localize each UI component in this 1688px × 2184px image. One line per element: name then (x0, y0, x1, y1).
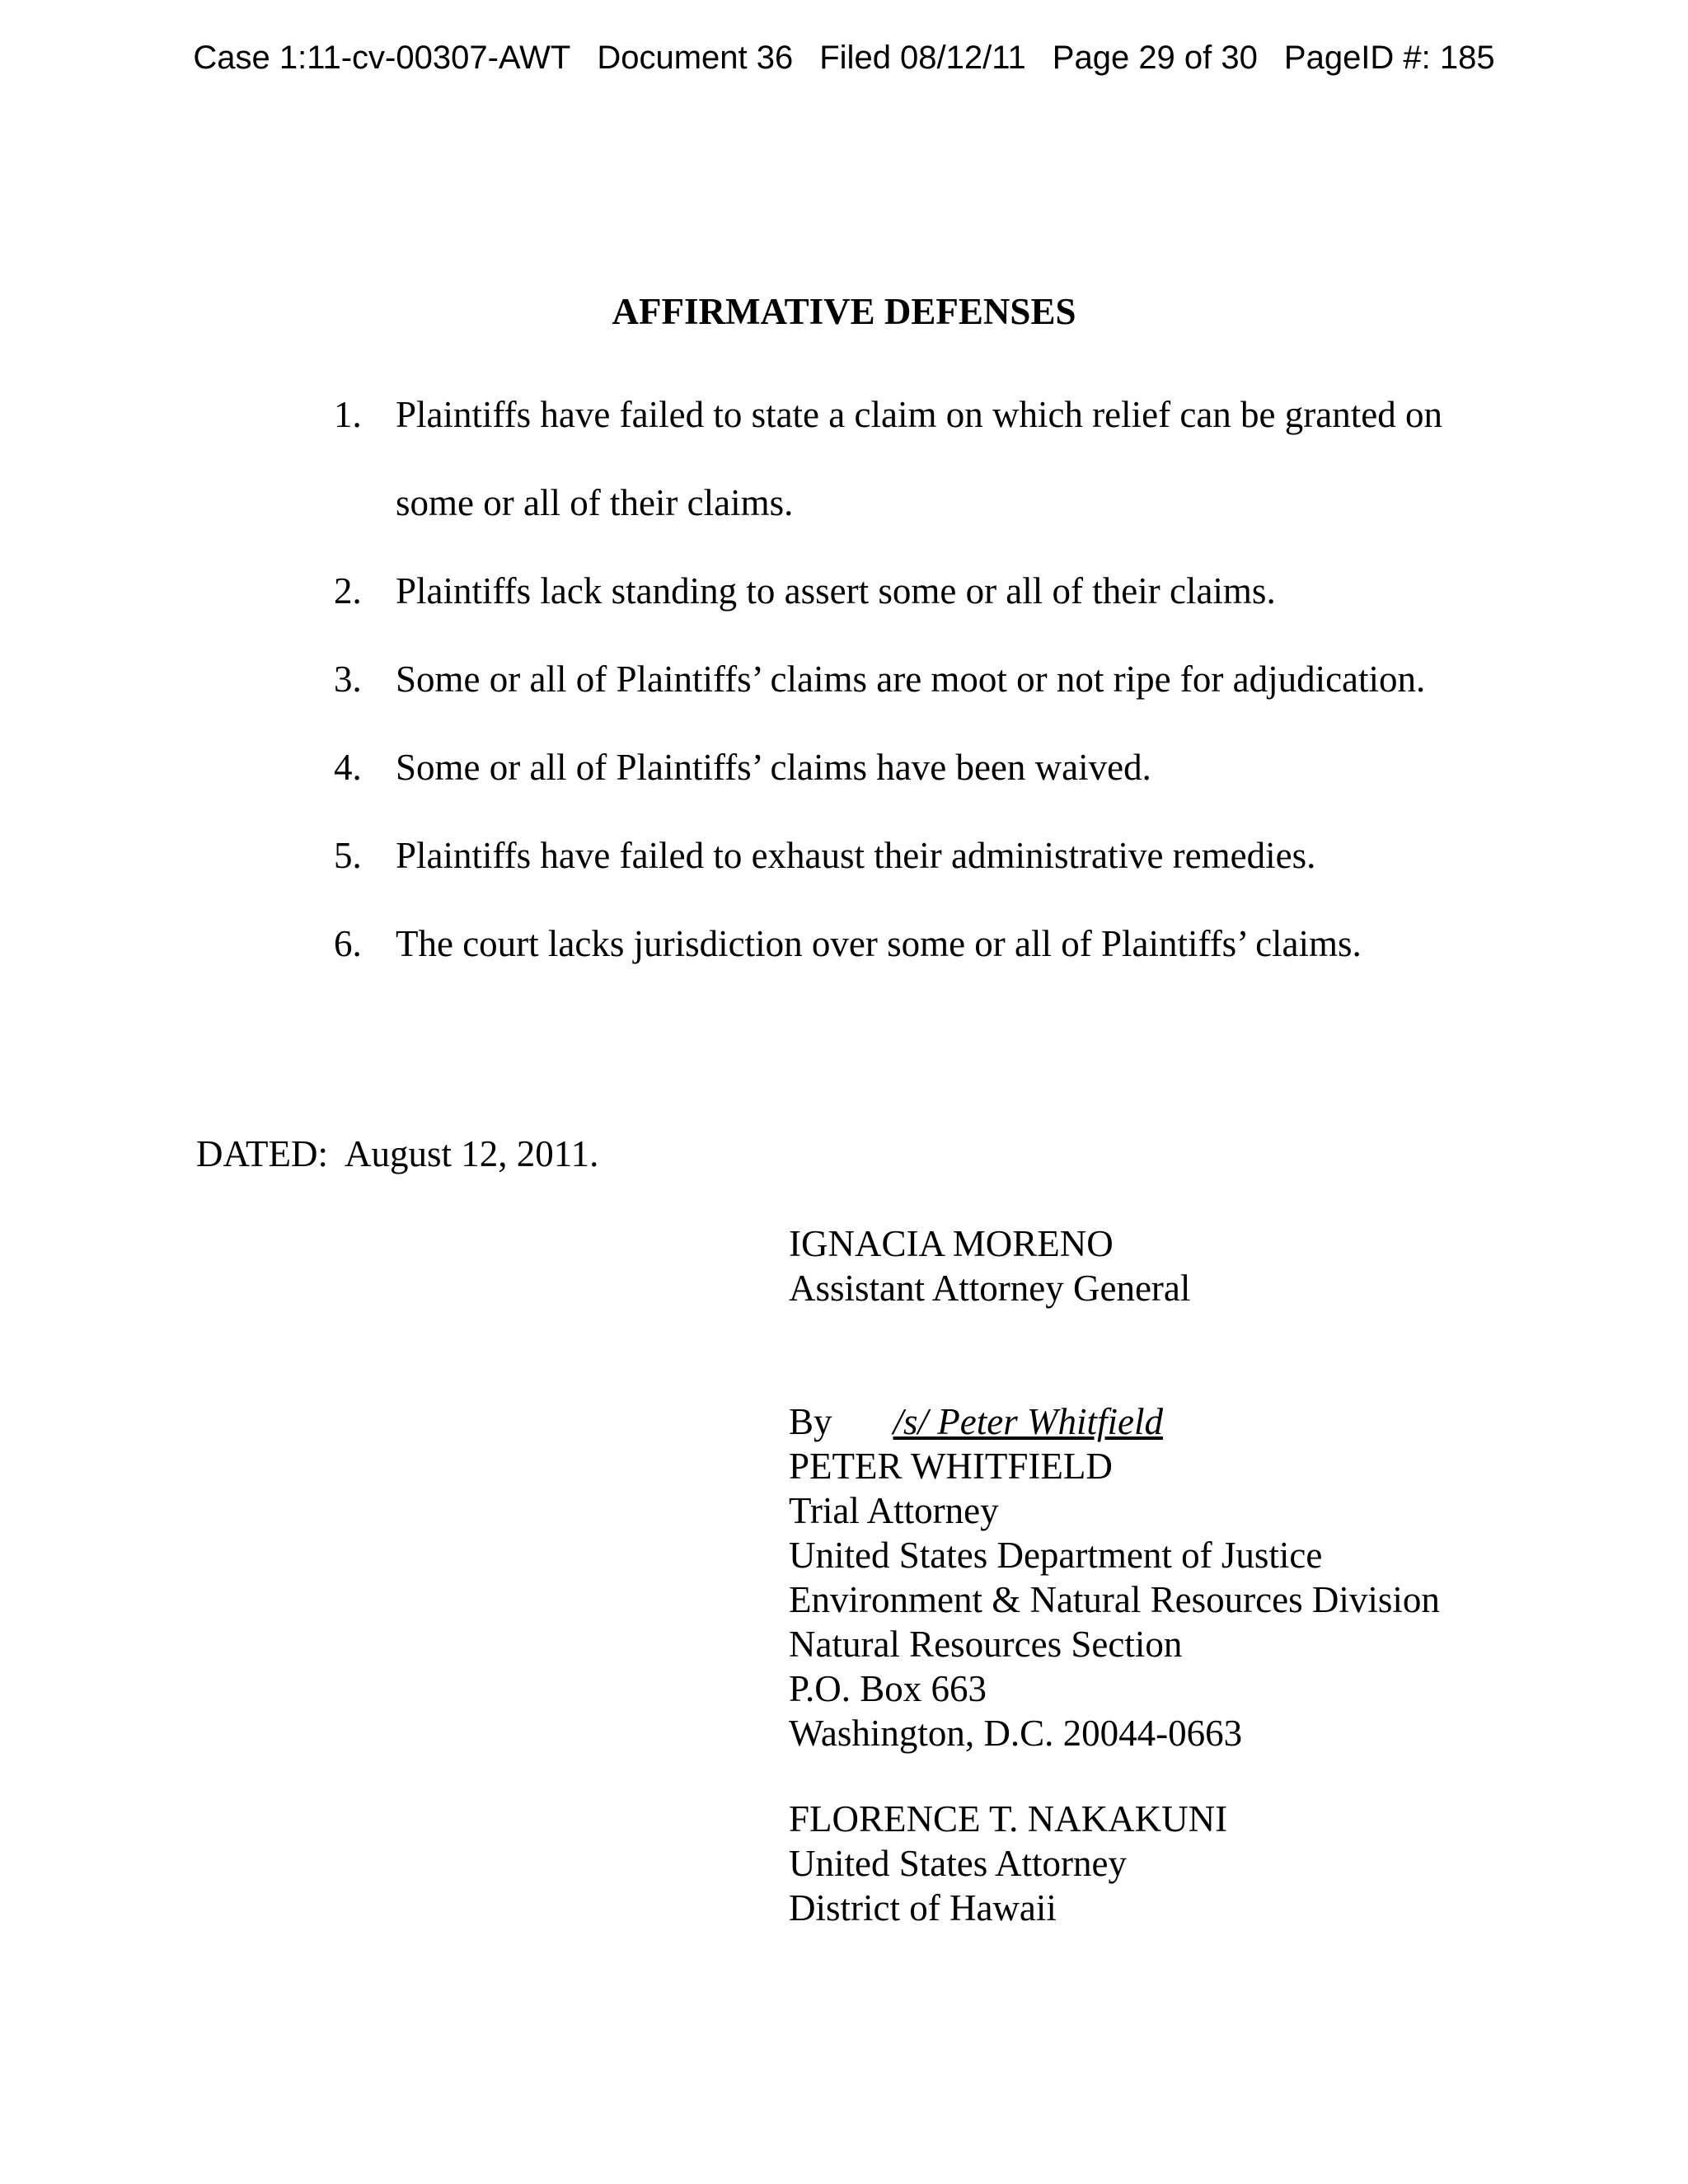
attorney-name: PETER WHITFIELD (789, 1446, 1113, 1487)
by-line (789, 1399, 1440, 1444)
defense-number: 1. (334, 394, 362, 435)
us-attorney-district: District of Hawaii (789, 1887, 1057, 1929)
us-attorney-name: FLORENCE T. NAKAKUNI (789, 1798, 1228, 1840)
defense-item (334, 547, 1504, 635)
agency-name: IGNACIA MORENO (789, 1223, 1114, 1264)
attorney-department: United States Department of Justice (789, 1535, 1323, 1576)
defense-text: Plaintiffs have failed to state a claim on which relief can be granted on (396, 394, 1442, 435)
defense-number: 2. (334, 570, 362, 612)
us-attorney-title: United States Attorney (789, 1843, 1127, 1884)
page-number: Page 29 of 30 (1052, 40, 1258, 76)
defense-item (334, 724, 1504, 812)
page-id: PageID #: 185 (1283, 40, 1495, 76)
electronic-signature: /s/ Peter Whitfield (893, 1401, 1163, 1442)
attorney-signature-block (789, 1399, 1440, 1755)
attorney-division: Environment & Natural Resources Division (789, 1579, 1440, 1620)
agency-signature-block (789, 1221, 1190, 1310)
section-heading: AFFIRMATIVE DEFENSES (612, 291, 1076, 332)
defense-item (334, 371, 1504, 459)
defense-item (334, 900, 1504, 988)
attorney-title: Trial Attorney (789, 1490, 999, 1531)
attorney-city: Washington, D.C. 20044-0663 (789, 1713, 1243, 1754)
defenses-list (334, 371, 1504, 988)
dated-line: DATED: August 12, 2011. (196, 1133, 599, 1174)
court-filing-header (0, 36, 1688, 79)
defense-number: 3. (334, 658, 362, 700)
defense-number: 6. (334, 923, 362, 964)
defense-number: 5. (334, 835, 362, 876)
defense-text: Plaintiffs lack standing to assert some or all of their claims. (396, 570, 1276, 612)
defense-number: 4. (334, 747, 362, 788)
defense-text: The court lacks jurisdiction over some or all of Plaintiffs’ claims. (396, 923, 1362, 964)
agency-title: Assistant Attorney General (789, 1268, 1191, 1309)
defense-text: Some or all of Plaintiffs’ claims are moot or not ripe for adjudication. (396, 658, 1426, 700)
defense-item (334, 812, 1504, 900)
document-number: Document 36 (597, 40, 794, 76)
defense-item-continuation (334, 459, 1504, 547)
us-attorney-signature-block (789, 1797, 1227, 1930)
attorney-po-box: P.O. Box 663 (789, 1668, 987, 1709)
by-label: By (789, 1401, 832, 1442)
case-number: Case 1:11-cv-00307-AWT (193, 40, 571, 76)
defense-item (334, 635, 1504, 724)
defense-text: Some or all of Plaintiffs’ claims have been waived. (396, 747, 1151, 788)
defense-text: Plaintiffs have failed to exhaust their administrative remedies. (396, 835, 1316, 876)
filed-date: Filed 08/12/11 (819, 40, 1026, 76)
attorney-section: Natural Resources Section (789, 1624, 1183, 1665)
defense-text: some or all of their claims. (396, 482, 794, 523)
